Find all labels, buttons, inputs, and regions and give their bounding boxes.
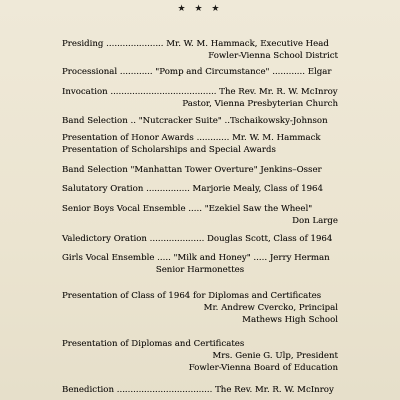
program-girls-ensemble-line-2: Senior Harmonettes bbox=[155, 265, 245, 275]
program-class-presentation-line-3: Mathews High School bbox=[242, 315, 338, 325]
program-benediction-line-1: Benediction ................................... The Rev. Mr. R. W. McInroy bbox=[62, 385, 334, 395]
program-invocation-line-1: Invocation ....................................... The Rev. Mr. R. W. McInroy bbox=[62, 87, 338, 97]
program-class-presentation-line-2: Mr. Andrew Cvercko, Principal bbox=[203, 303, 338, 313]
program-band-selection-2-line-1: Band Selection "Manhattan Tower Overture" Jenkins–Osser bbox=[62, 165, 322, 175]
program-presiding-line-2: Fowler-Vienna School District bbox=[208, 51, 338, 61]
program-honor-awards-line-2: Presentation of Scholarships and Special Awards bbox=[62, 145, 276, 155]
program-honor-awards-line-1: Presentation of Honor Awards ............ Mr. W. M. Hammack bbox=[62, 133, 321, 143]
program-salutatory-line-1: Salutatory Oration ................ Marjorie Mealy, Class of 1964 bbox=[62, 184, 323, 194]
program-diplomas-line-2: Mrs. Genie G. Ulp, President bbox=[212, 351, 338, 361]
program-class-presentation-line-1: Presentation of Class of 1964 for Diplomas and Certificates bbox=[62, 291, 322, 301]
program-boys-ensemble-line-1: Senior Boys Vocal Ensemble ..... "Ezekiel Saw the Wheel" bbox=[62, 204, 313, 214]
program-band-selection-1-line-1: Band Selection .. "Nutcracker Suite" ..Tschaikowsky-Johnson bbox=[62, 116, 328, 126]
program-presiding-line-1: Presiding ..................... Mr. W. M. Hammack, Executive Head bbox=[62, 39, 329, 49]
program-processional-line-1: Processional ............ "Pomp and Circumstance" ............ Elgar bbox=[62, 67, 332, 77]
program-diplomas-line-1: Presentation of Diplomas and Certificates bbox=[62, 339, 245, 349]
program-boys-ensemble-line-2: Don Large bbox=[292, 216, 338, 226]
program-girls-ensemble-line-1: Girls Vocal Ensemble ..... "Milk and Honey" ..... Jerry Herman bbox=[62, 253, 330, 263]
program-diplomas-line-3: Fowler-Vienna Board of Education bbox=[188, 363, 338, 373]
stars-ornament: ★ ★ ★ bbox=[177, 4, 223, 14]
program-valedictory-line-1: Valedictory Oration .................... Douglas Scott, Class of 1964 bbox=[62, 234, 333, 244]
program-invocation-line-2: Pastor, Vienna Presbyterian Church bbox=[182, 99, 338, 109]
